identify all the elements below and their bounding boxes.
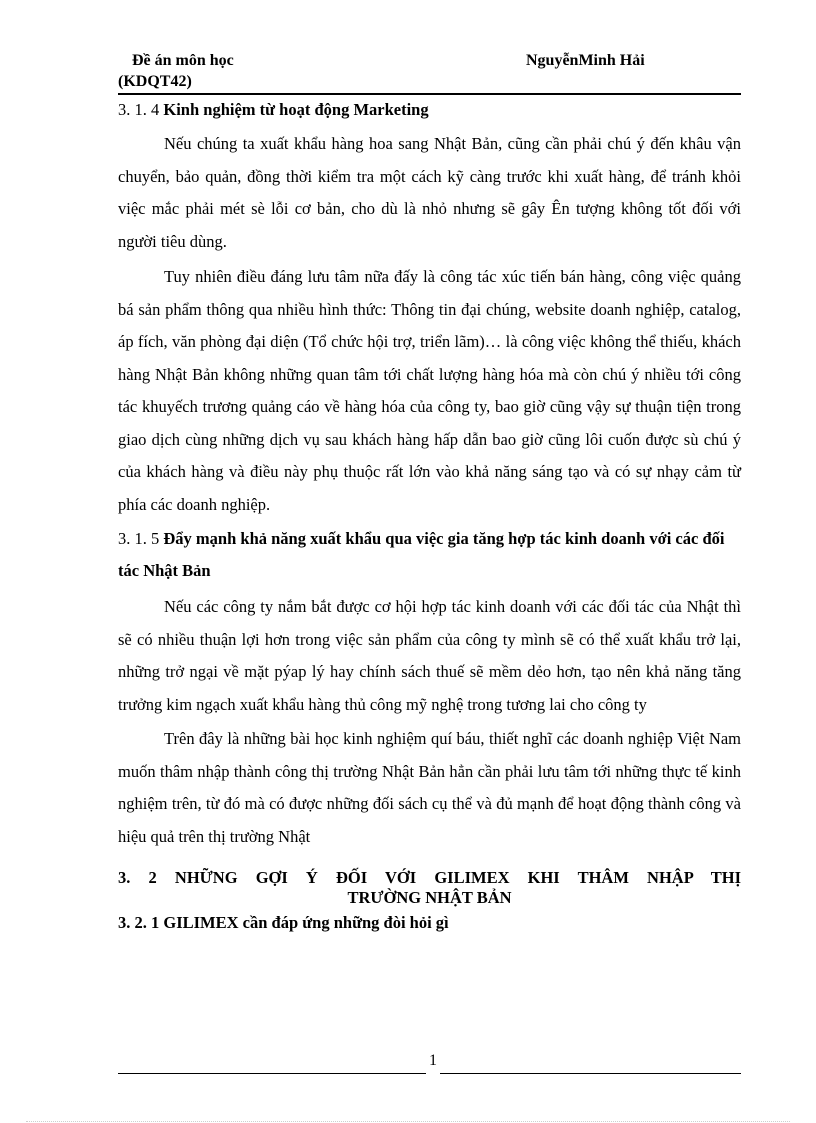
section-title: Kinh nghiệm từ hoạt động Marketing: [163, 100, 429, 119]
paragraph: Nếu chúng ta xuất khẩu hàng hoa sang Nhật Bản, cũng cần phải chú ý đến khâu vận chuyển, bảo quản, đồng thời kiểm tra một cách kỹ càng trước khi xuất hàng, để tránh khỏi việc mắc phải mét sè lỗi cơ bản, cho dù là nhỏ nhưng sẽ gây Ên tượng không tốt đối với người tiêu dùng.: [118, 134, 741, 251]
paragraph: Nếu các công ty nắm bắt được cơ hội hợp tác kinh doanh với các đối tác của Nhật thì sẽ có nhiều thuận lợi hơn trong việc sản phẩm của công ty mình sẽ có thể xuất khẩu trở lại, những trở ngại về mặt pýap lý hay chính sách thuế sẽ mềm dẻo hơn, tạo nên khả năng tăng trưởng kim ngạch xuất khẩu hàng thủ công mỹ nghệ trong tương lai cho công ty: [118, 597, 741, 714]
document-body: [118, 99, 741, 951]
section-heading-3-1-4: [118, 99, 741, 121]
footer-rule-left: [118, 1073, 426, 1074]
section-number: 3. 1. 5: [118, 529, 164, 548]
header-author: NguyễnMinh Hải: [526, 52, 645, 69]
header-course-title: [118, 50, 234, 92]
paragraph: Trên đây là những bài học kinh nghiệm quí báu, thiết nghĩ các doanh nghiệp Việt Nam muốn thâm nhập thành công thị trường Nhật Bản hẳn cần phải lưu tâm tới những thực tế kinh nghiệm trên, từ đó mà có được những đối sách cụ thể và đủ mạnh để hoạt động thành công và hiệu quả trên thị trường Nhật: [118, 729, 741, 846]
section-number: 3. 1. 4: [118, 100, 164, 119]
footer: [118, 1052, 741, 1074]
section-title: Đẩy mạnh khả năng xuất khẩu qua việc gia tăng hợp tác kinh doanh với các đối tác Nhật Bản: [118, 529, 725, 580]
page-edge-dotted-line: [26, 1121, 790, 1122]
page-number: 1: [429, 1052, 437, 1069]
section-heading-3-1-5: [118, 523, 741, 587]
section-heading-line: 3. 2 NHỮNG GỢI Ý ĐỐI VỚI GILIMEX KHI THÂM NHẬP THỊ: [118, 868, 741, 887]
header-course-name: Đề án môn học: [132, 52, 234, 69]
section-heading-3-2: [118, 868, 741, 908]
footer-rule-right: [440, 1073, 741, 1074]
paragraph: Tuy nhiên điều đáng lưu tâm nữa đấy là công tác xúc tiến bán hàng, công việc quảng bá sản phẩm thông qua nhiều hình thức: Thông tin đại chúng, website doanh nghiệp, catalog, áp fích, văn phòng đại diện (Tổ chức hội trợ, triển lãm)… là công việc không thể thiếu, khách hàng Nhật Bản không những quan tâm tới chất lượng hàng hóa mà còn chú ý nhiều tới công tác khuyếch trương quảng cáo về hàng hóa của công ty, bao giờ cũng vậy sự thuận tiện trong giao dịch cùng những dịch vụ sau khách hàng hấp dẫn bao giờ cũng lôi cuốn được sù chú ý của khách hàng và điều này phụ thuộc rất lớn vào khả năng sáng tạo và có sự nhạy cảm từ phía các doanh nghiệp.: [118, 267, 741, 514]
header-divider: [118, 93, 741, 95]
section-heading-line: TRƯỜNG NHẬT BẢN: [347, 888, 512, 907]
section-heading-3-2-1: 3. 2. 1 GILIMEX cần đáp ứng những đòi hỏi gì: [118, 913, 449, 932]
header-course-code: (KDQT42): [118, 73, 192, 90]
